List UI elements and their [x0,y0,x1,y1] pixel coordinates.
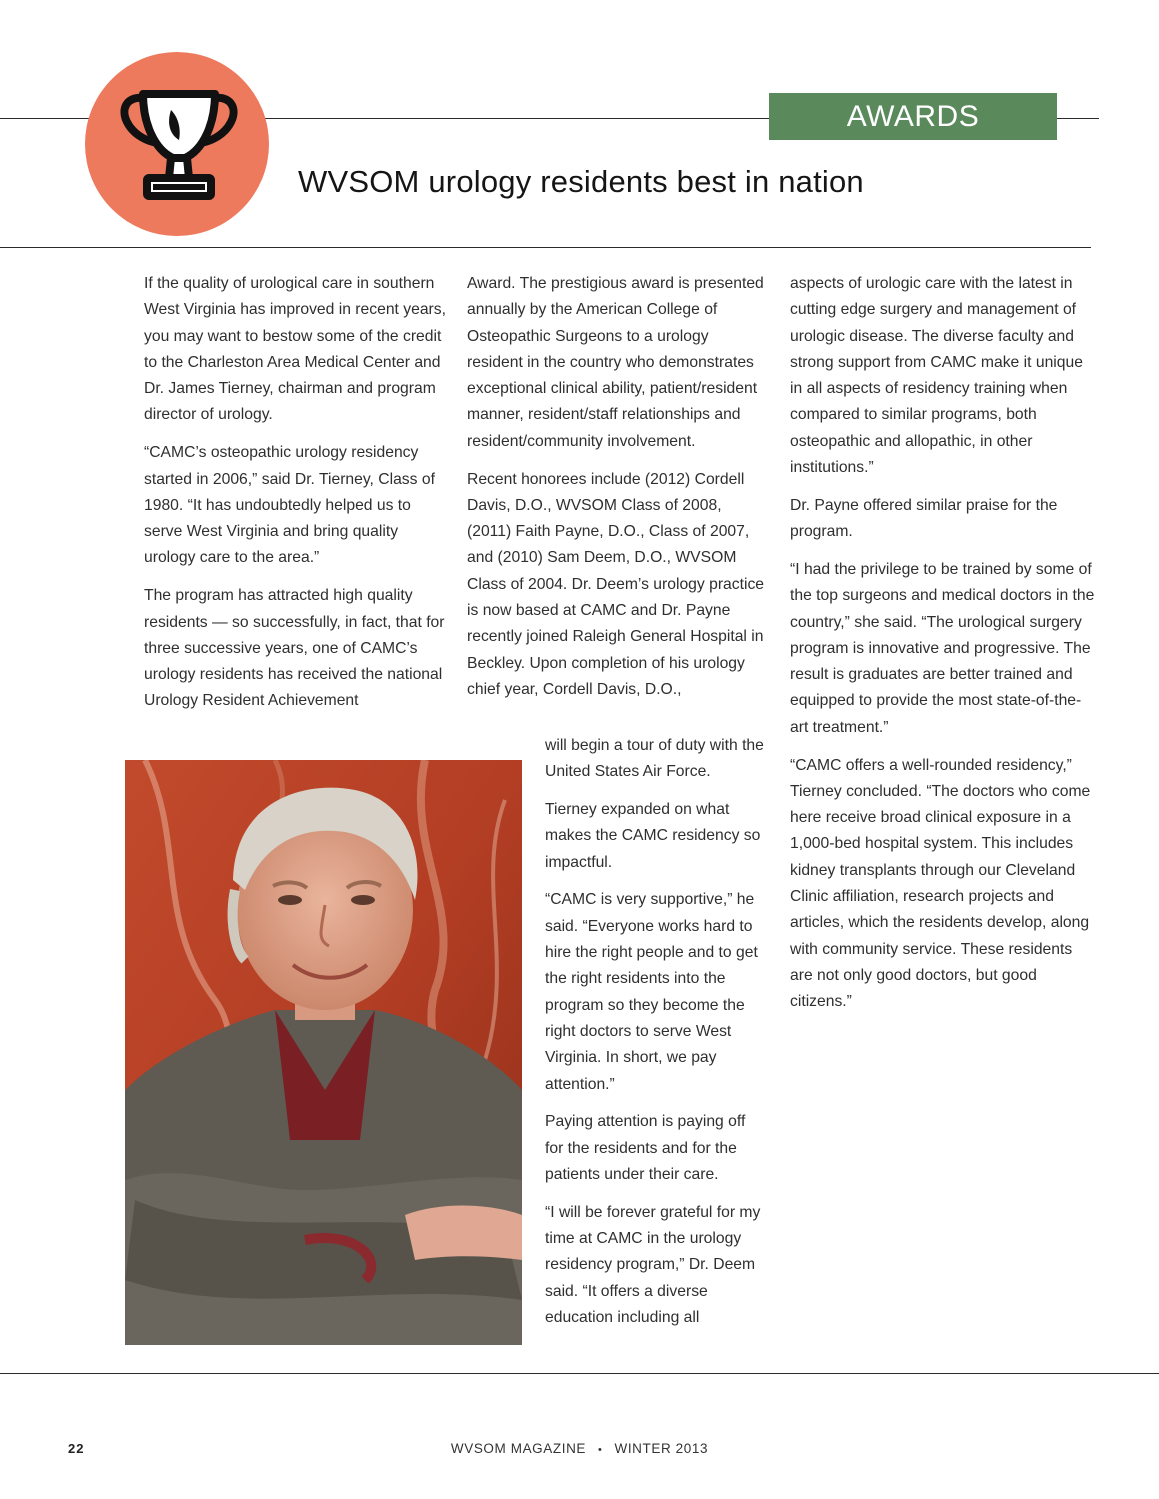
paragraph: Award. The prestigious award is presented annually by the American College of Osteopathic Surgeons to a urology resident in the country who demonstrates exceptional clinical ability, patient/resident manner, resident/staff relationships and resident/community involvement. [467,275,764,450]
paragraph: “I had the privilege to be trained by some of the top surgeons and medical doctors in the country,” she said. “The urological surgery program is innovative and progressive. The result is graduates are better trained and equipped to provide the most state-of-the-art treatment.” [790,560,1095,736]
article-headline: WVSOM urology residents best in nation [298,164,864,199]
footer-separator: • [598,1444,603,1456]
paragraph: will begin a tour of duty with the United States Air Force. [545,737,764,781]
portrait-illustration [125,760,522,1345]
article-column-2 [467,271,767,715]
paragraph: “CAMC’s osteopathic urology residency started in 2006,” said Dr. Tierney, Class of 1980. “It has undoubtedly helped us to serve West Virginia and bring quality urology care to the area.” [144,444,435,567]
footer-publication-line [0,1441,1159,1456]
section-badge: AWARDS [769,93,1057,140]
paragraph: Paying attention is paying off for the residents and for the patients under their care. [545,1113,746,1183]
header-bottom-rule [0,247,1091,248]
issue-date: WINTER 2013 [614,1441,709,1456]
paragraph: If the quality of urological care in southern West Virginia has improved in recent years, you may want to bestow some of the credit to the Charleston Area Medical Center and Dr. James Tierney, chairman and program director of urology. [144,275,446,424]
article-column-2-continued [545,733,767,1343]
section-icon-circle [85,52,269,236]
paragraph: “I will be forever grateful for my time at CAMC in the urology residency program,” Dr. Deem said. “It offers a diverse education including all [545,1203,761,1326]
paragraph: Tierney expanded on what makes the CAMC residency so impactful. [545,801,761,871]
trophy-icon [85,52,269,236]
article-column-1 [144,271,449,726]
publication-name: WVSOM MAGAZINE [450,1441,587,1456]
paragraph: “CAMC is very supportive,” he said. “Everyone works hard to hire the right people and to get the right residents into the program so they become the right doctors to serve West Virginia. In short, we pay attention.” [545,891,758,1093]
paragraph: Recent honorees include (2012) Cordell Davis, D.O., WVSOM Class of 2008, (2011) Faith Payne, D.O., Class of 2007, and (2010) Sam Deem, D.O., WVSOM Class of 2004. Dr. Deem’s urology practice is now based at CAMC and Dr. Payne recently joined Raleigh General Hospital in Beckley. Upon completion of his urology chief year, Cordell Davis, D.O., [467,470,765,698]
paragraph: Dr. Payne offered similar praise for the program. [790,496,1058,541]
paragraph: aspects of urologic care with the latest in cutting edge surgery and management of urologic disease. The diverse faculty and strong support from CAMC make it unique in all aspects of residency training when compared to similar programs, both osteopathic and allopathic, in other institutions.” [790,275,1083,477]
article-column-3 [790,271,1095,1027]
paragraph: The program has attracted high quality residents — so successfully, in fact, that for three successive years, one of CAMC’s urology residents has received the national Urology Resident Achievement [144,587,445,710]
footer-rule [0,1373,1159,1374]
page-number: 22 [68,1441,85,1456]
portrait-photo [125,760,522,1345]
paragraph: “CAMC offers a well-rounded residency,” Tierney concluded. “The doctors who come here receive broad clinical exposure in a 1,000-bed hospital system. This includes kidney transplants through our Cleveland Clinic affiliation, research projects and articles, which the residents develop, along with community service. These residents are not only good doctors, but good citizens.” [790,756,1091,1011]
